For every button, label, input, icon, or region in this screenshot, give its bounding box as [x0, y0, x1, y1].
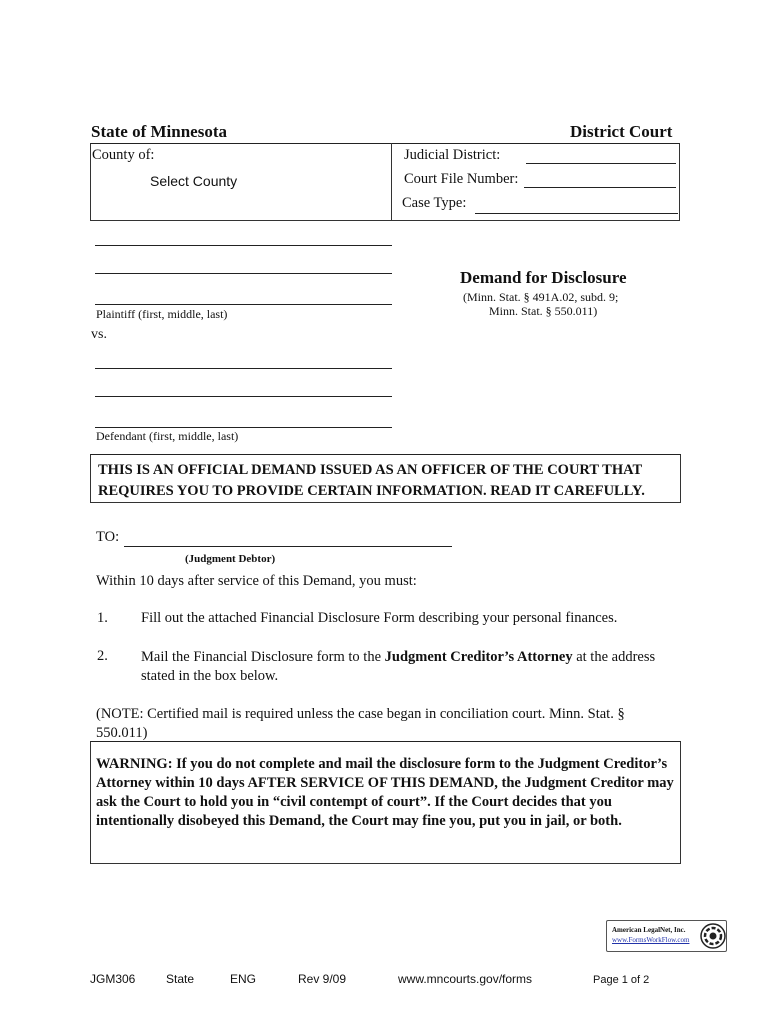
document-title: Demand for Disclosure: [460, 268, 627, 287]
versus-label: vs.: [91, 327, 107, 342]
official-demand-text: THIS IS AN OFFICIAL DEMAND ISSUED AS AN OFFICER OF THE COURT THAT REQUIRES YOU TO PROVIDE CERTAIN INFORMATION. READ IT CAREFULLY.: [98, 462, 645, 499]
court-file-number-field[interactable]: [524, 187, 676, 188]
warning-text: WARNING: If you do not complete and mail the disclosure form to the Judgment Creditor’s Attorney within 10 days AFTER SERVICE OF THIS DEMAND, the Judgment Creditor may ask the Court to hold you in “civil contempt of court”. If the Court decides that you intentionally disobeyed this Demand, the Court may fine you, put you in jail, or both.: [96, 756, 674, 829]
item-1-text: Fill out the attached Financial Disclosure Form describing your personal finances.: [141, 610, 618, 626]
item-1-number: 1.: [97, 610, 108, 626]
item-2-text: [141, 648, 661, 686]
footer-url[interactable]: www.mncourts.gov/forms: [398, 972, 533, 986]
item-2-text-start: Mail the Financial Disclosure form to the: [141, 649, 385, 665]
county-select[interactable]: Select County: [150, 173, 238, 189]
legalnet-link[interactable]: www.FormsWorkFlow.com: [612, 936, 690, 944]
item-2-number: 2.: [97, 648, 108, 664]
footer-language: ENG: [230, 972, 257, 986]
defendant-line-1[interactable]: [95, 368, 392, 369]
case-type-field[interactable]: [475, 213, 678, 214]
legalnet-name: American LegalNet, Inc.: [612, 926, 686, 934]
plaintiff-line-1[interactable]: [95, 245, 392, 246]
legalnet-emblem-icon: [700, 923, 726, 949]
judgment-creditors-attorney-emphasis: Judgment Creditor’s Attorney: [384, 649, 573, 665]
footer-state: State: [166, 972, 195, 986]
statute-citation-line-2: Minn. Stat. § 550.011): [489, 304, 598, 318]
item-2-text-end: at the address stated in the box below.: [141, 649, 656, 684]
county-label: County of:: [92, 147, 155, 163]
case-type-label: Case Type:: [402, 195, 467, 211]
plaintiff-line-2[interactable]: [95, 273, 392, 274]
defendant-line-3[interactable]: [95, 427, 392, 428]
court-heading: District Court: [570, 122, 673, 141]
caption-divider: [391, 143, 392, 221]
statute-citation-line-1: (Minn. Stat. § 491A.02, subd. 9;: [463, 290, 619, 304]
footer-revision: Rev 9/09: [298, 972, 347, 986]
judgment-debtor-field[interactable]: [124, 546, 452, 547]
certified-mail-note: (NOTE: Certified mail is required unless the case began in conciliation court. Minn. Stat. § 550.011): [96, 706, 625, 741]
plaintiff-label: Plaintiff (first, middle, last): [96, 307, 228, 321]
instructions-intro: Within 10 days after service of this Demand, you must:: [96, 573, 417, 589]
footer-form-code: JGM306: [90, 972, 136, 986]
defendant-label: Defendant (first, middle, last): [96, 429, 239, 443]
plaintiff-line-3[interactable]: [95, 304, 392, 305]
judicial-district-field[interactable]: [526, 163, 676, 164]
defendant-line-2[interactable]: [95, 396, 392, 397]
court-file-number-label: Court File Number:: [404, 171, 519, 187]
judgment-debtor-label: (Judgment Debtor): [185, 553, 276, 565]
footer-page-number: Page 1 of 2: [593, 974, 650, 986]
to-label: TO:: [96, 529, 120, 545]
state-heading: State of Minnesota: [91, 122, 227, 141]
judicial-district-label: Judicial District:: [404, 147, 501, 163]
